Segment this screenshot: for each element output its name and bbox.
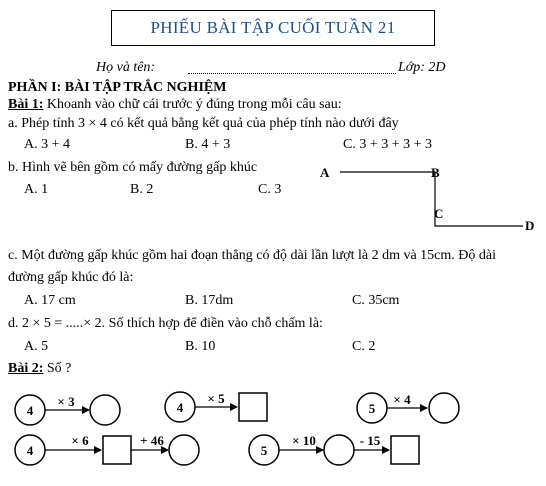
chain1-operation: × 3 — [57, 394, 75, 409]
point-c-label: C — [434, 206, 444, 221]
question-a: a. Phép tính 3 × 4 có kết quả bằng kết quả của phép tính nào dưới đây — [8, 116, 399, 131]
chain5-operation-1: × 10 — [292, 433, 316, 448]
chain-5 — [249, 433, 419, 465]
chain2-start-value: 4 — [176, 400, 184, 415]
question-c-line2: đường gấp khúc đó là: — [8, 270, 134, 285]
class-label: Lớp: 2D — [398, 60, 446, 75]
chain4-operation-2: + 46 — [140, 433, 164, 448]
option-b-a[interactable]: A. 1 — [24, 182, 49, 197]
bai2-line — [8, 361, 71, 377]
chain4-start-value: 4 — [26, 443, 34, 458]
chain-2 — [165, 391, 267, 422]
number-chains — [0, 380, 546, 486]
chain2-operation: × 5 — [207, 391, 225, 406]
chain3-answer-circle[interactable] — [429, 393, 459, 423]
question-c-line1: c. Một đường gấp khúc gồm hai đoạn thẳng có độ dài lần lượt là 2 dm và 15cm. Độ dài — [8, 248, 496, 263]
polyline-figure — [318, 160, 540, 235]
chain-3 — [357, 392, 459, 423]
worksheet-title: PHIẾU BÀI TẬP CUỐI TUẦN 21 — [150, 18, 396, 37]
option-a-c[interactable]: C. 3 + 3 + 3 + 3 — [343, 137, 433, 152]
option-a-a[interactable]: A. 3 + 4 — [24, 137, 71, 152]
bai1-instruction: Khoanh vào chữ cái trước ý đúng trong mỗi câu sau: — [46, 97, 342, 112]
chain5-start-value: 5 — [260, 443, 268, 458]
option-c-c[interactable]: C. 35cm — [352, 293, 400, 308]
point-a-label: A — [320, 165, 330, 180]
option-a-b[interactable]: B. 4 + 3 — [185, 137, 231, 152]
question-d: d. 2 × 5 = .....× 2. Số thích hợp để điền vào chỗ chấm là: — [8, 316, 323, 331]
chain4-operation-1: × 6 — [71, 433, 89, 448]
part1-heading: PHẦN I: BÀI TẬP TRẮC NGHIỆM — [8, 80, 227, 95]
bai2-label: Bài 2: — [8, 361, 44, 376]
option-b-b[interactable]: B. 2 — [130, 182, 154, 197]
option-d-c[interactable]: C. 2 — [352, 339, 376, 354]
option-d-b[interactable]: B. 10 — [185, 339, 216, 354]
chain1-start-value: 4 — [26, 403, 34, 418]
chain3-start-value: 5 — [368, 401, 376, 416]
bai2-instruction: Số ? — [46, 361, 72, 376]
chain-4 — [15, 433, 199, 465]
bai1-line — [8, 97, 342, 113]
option-b-c[interactable]: C. 3 — [258, 182, 282, 197]
option-c-a[interactable]: A. 17 cm — [24, 293, 76, 308]
name-label: Họ và tên: — [96, 60, 156, 75]
option-c-b[interactable]: B. 17dm — [185, 293, 234, 308]
chain4-answer-box[interactable] — [103, 436, 131, 464]
chain5-operation-2: - 15 — [359, 433, 381, 448]
chain-1 — [15, 394, 120, 425]
chain5-answer-box[interactable] — [391, 436, 419, 464]
chain4-answer-circle[interactable] — [169, 435, 199, 465]
worksheet-title-box — [111, 10, 435, 46]
point-d-label: D — [525, 218, 535, 233]
name-dotted-line[interactable] — [188, 73, 396, 74]
chain2-answer-box[interactable] — [239, 393, 267, 421]
point-b-label: B — [431, 165, 440, 180]
question-b: b. Hình vẽ bên gồm có mấy đường gấp khúc — [8, 160, 258, 175]
chain3-operation: × 4 — [393, 392, 411, 407]
bai1-label: Bài 1: — [8, 97, 44, 112]
option-d-a[interactable]: A. 5 — [24, 339, 49, 354]
chain5-answer-circle[interactable] — [324, 435, 354, 465]
chain1-answer-circle[interactable] — [90, 395, 120, 425]
